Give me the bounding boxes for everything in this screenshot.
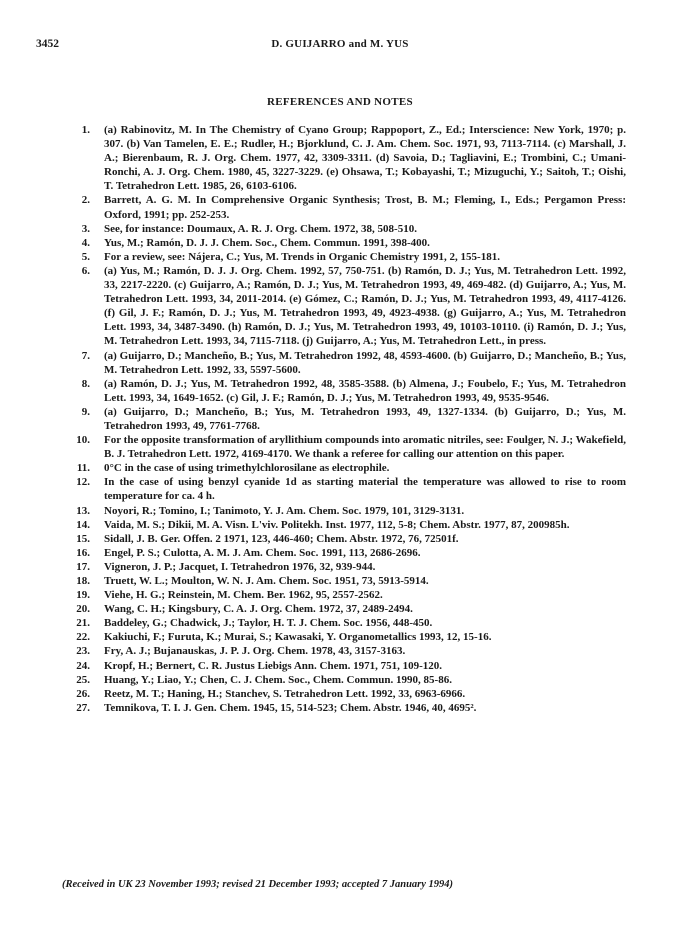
reference-number: 17. bbox=[76, 560, 90, 573]
page-number: 3452 bbox=[36, 38, 59, 50]
reference-item bbox=[62, 264, 626, 349]
reference-number: 5. bbox=[81, 250, 90, 263]
reference-number: 2. bbox=[81, 194, 90, 207]
reference-number: 25. bbox=[76, 673, 90, 686]
reference-item bbox=[62, 236, 626, 250]
reference-number: 24. bbox=[76, 659, 90, 672]
reference-text: For a review, see: Nájera, C.; Yus, M. Trends in Organic Chemistry 1991, 2, 155-181. bbox=[104, 250, 500, 263]
reference-text: (a) Ramón, D. J.; Yus, M. Tetrahedron 1992, 48, 3585-3588. (b) Almena, J.; Foubelo, F.; Yus, M. Tetrahedron Lett. 1993, 34, 1649-1652. (c) Gil, J. F.; Ramón, D. J.; Yus, M. Tetrahedron 1993, 49, 9535-9546. bbox=[104, 377, 626, 404]
reference-item bbox=[62, 630, 626, 644]
reference-text: Barrett, A. G. M. In Comprehensive Organic Synthesis; Trost, B. M.; Fleming, I., Eds.; Pergamon Press: Oxford, 1991; pp. 252-253. bbox=[104, 194, 626, 221]
reference-number: 4. bbox=[81, 236, 90, 249]
reference-item bbox=[62, 701, 626, 715]
reference-number: 10. bbox=[76, 434, 90, 447]
reference-item bbox=[62, 250, 626, 264]
reference-item bbox=[62, 546, 626, 560]
reference-text: Sidall, J. B. Ger. Offen. 2 1971, 123, 446-460; Chem. Abstr. 1972, 76, 72501f. bbox=[104, 532, 459, 545]
reference-number: 18. bbox=[76, 575, 90, 587]
reference-text: (a) Rabinovitz, M. In The Chemistry of Cyano Group; Rappoport, Z., Ed.; Interscience: New York, 1970; p. 307. (b) Van Tamelen, E. E.; Rudler, H.; Bjorklund, C. J. Am. Chem. Soc. 1971, 93, 7113-7114. (c) Marshall, J. A.; Bierenbaum, R. J. Org. Chem. 1977, 42, 3309-3311. (d) Savoia, D.; Tagliavini, E.; Trombini, C.; Umani-Ronchi, A. J. Org. Chem. 1980, 45, 3227-3229. (e) Ohsawa, T.; Kobayashi, T.; Mizuguchi, Y.; Saitoh, T.; Oishi, T. Tetrahedron Lett. 1985, 26, 6103-6106. bbox=[104, 124, 626, 193]
reference-number: 12. bbox=[76, 476, 90, 489]
reference-text: Kakiuchi, F.; Furuta, K.; Murai, S.; Kawasaki, Y. Organometallics 1993, 12, 15-16. bbox=[104, 631, 492, 644]
reference-text: Kropf, H.; Bernert, C. R. Justus Liebigs Ann. Chem. 1971, 751, 109-120. bbox=[104, 659, 443, 672]
reference-number: 13. bbox=[76, 504, 90, 517]
section-title: REFERENCES AND NOTES bbox=[267, 96, 413, 108]
reference-item bbox=[62, 673, 626, 687]
reference-item bbox=[62, 222, 626, 236]
reference-item bbox=[62, 532, 626, 546]
reference-text: (a) Guijarro, D.; Mancheño, B.; Yus, M. Tetrahedron 1993, 49, 1327-1334. (b) Guijarro, D.; Yus, M. Tetrahedron 1993, 49, 7761-7768. bbox=[104, 405, 626, 432]
received-note: (Received in UK 23 November 1993; revised 21 December 1993; accepted 7 January 1994) bbox=[62, 879, 454, 890]
reference-number: 1. bbox=[81, 124, 90, 136]
reference-number: 15. bbox=[76, 532, 90, 545]
reference-item bbox=[62, 644, 626, 658]
reference-item bbox=[62, 518, 626, 532]
reference-number: 11. bbox=[76, 462, 90, 475]
reference-text: Wang, C. H.; Kingsbury, C. A. J. Org. Chem. 1972, 37, 2489-2494. bbox=[104, 603, 413, 616]
reference-text: Baddeley, G.; Chadwick, J.; Taylor, H. T. J. Chem. Soc. 1956, 448-450. bbox=[104, 617, 433, 630]
reference-text: See, for instance: Doumaux, A. R. J. Org. Chem. 1972, 38, 508-510. bbox=[104, 222, 417, 235]
reference-number: 16. bbox=[76, 546, 90, 559]
reference-item bbox=[62, 433, 626, 461]
reference-text: Vigneron, J. P.; Jacquet, I. Tetrahedron 1976, 32, 939-944. bbox=[104, 560, 376, 573]
reference-item bbox=[62, 349, 626, 377]
reference-item bbox=[62, 475, 626, 503]
reference-item bbox=[62, 377, 626, 405]
reference-number: 22. bbox=[76, 631, 90, 644]
reference-item bbox=[62, 687, 626, 701]
reference-text: Fry, A. J.; Bujanauskas, J. P. J. Org. Chem. 1978, 43, 3157-3163. bbox=[104, 645, 406, 658]
reference-item bbox=[62, 461, 626, 475]
reference-number: 21. bbox=[76, 617, 90, 630]
reference-text: Vaida, M. S.; Dikii, M. A. Visn. L'viv. Politekh. Inst. 1977, 112, 5-8; Chem. Abstr. 1977, 87, 200985h. bbox=[104, 518, 570, 531]
reference-number: 8. bbox=[81, 377, 90, 390]
reference-number: 7. bbox=[81, 349, 90, 362]
reference-item bbox=[62, 123, 626, 193]
reference-text: Noyori, R.; Tomino, I.; Tanimoto, Y. J. Am. Chem. Soc. 1979, 101, 3129-3131. bbox=[104, 504, 465, 517]
reference-number: 9. bbox=[81, 405, 90, 418]
reference-item bbox=[62, 616, 626, 630]
reference-text: For the opposite transformation of aryllithium compounds into aromatic nitriles, see: Foulger, N. J.; Wakefield, B. J. Tetrahedron Lett. 1972, 4169-4170. We thank a referee for calling our attention on this paper. bbox=[104, 434, 626, 461]
reference-text: Reetz, M. T.; Haning, H.; Stanchev, S. Tetrahedron Lett. 1992, 33, 6963-6966. bbox=[104, 687, 466, 700]
reference-item bbox=[62, 588, 626, 602]
reference-text: Engel, P. S.; Culotta, A. M. J. Am. Chem. Soc. 1991, 113, 2686-2696. bbox=[104, 546, 421, 559]
reference-text: In the case of using benzyl cyanide 1d as starting material the temperature was allowed to rise to room temperature for ca. 4 h. bbox=[104, 476, 626, 503]
reference-number: 26. bbox=[76, 687, 90, 700]
reference-item bbox=[62, 405, 626, 433]
running-head: D. GUIJARRO and M. YUS bbox=[271, 38, 409, 50]
reference-item bbox=[62, 504, 626, 518]
reference-text: Temnikova, T. I. J. Gen. Chem. 1945, 15, 514-523; Chem. Abstr. 1946, 40, 4695². bbox=[104, 701, 477, 714]
reference-item bbox=[62, 574, 626, 588]
reference-text: (a) Yus, M.; Ramón, D. J. J. Org. Chem. 1992, 57, 750-751. (b) Ramón, D. J.; Yus, M. Tetrahedron Lett. 1992, 33, 2217-2220. (c) Guijarro, A.; Ramón, D. J.; Yus, M. Tetrahedron 1993, 49, 469-482. (d) Guijarro, A.; Yus, M. Tetrahedron Lett. 1993, 34, 2011-2014. (e) Gómez, C.; Ramón, D. J.; Yus, M. Tetrahedron 1993, 49, 4117-4126. (f) Gil, J. F.; Ramón, D. J.; Yus, M. Tetrahedron 1993, 49, 4923-4938. (g) Guijarro, A.; Yus, M. Tetrahedron Lett. 1993, 34, 3487-3490. (h) Ramón, D. J.; Yus, M. Tetrahedron 1993, 49, 10103-10110. (i) Ramón, D. J.; Yus, M. Tetrahedron Lett. 1993, 34, 7115-7118. (j) Guijarro, A.; Yus, M. Tetrahedron Lett., in press. bbox=[104, 264, 626, 348]
reference-text: 0°C in the case of using trimethylchlorosilane as electrophile. bbox=[104, 462, 390, 475]
reference-text: Viehe, H. G.; Reinstein, M. Chem. Ber. 1962, 95, 2557-2562. bbox=[104, 589, 383, 602]
reference-number: 20. bbox=[76, 603, 90, 616]
reference-text: Huang, Y.; Liao, Y.; Chen, C. J. Chem. Soc., Chem. Commun. 1990, 85-86. bbox=[104, 673, 452, 686]
reference-number: 27. bbox=[76, 701, 90, 714]
reference-number: 23. bbox=[76, 645, 90, 658]
reference-item bbox=[62, 193, 626, 221]
reference-text: Truett, W. L.; Moulton, W. N. J. Am. Chem. Soc. 1951, 73, 5913-5914. bbox=[104, 575, 429, 587]
reference-number: 6. bbox=[81, 264, 90, 277]
reference-number: 19. bbox=[76, 589, 90, 602]
reference-item bbox=[62, 602, 626, 616]
reference-number: 3. bbox=[81, 222, 90, 235]
reference-item bbox=[62, 560, 626, 574]
reference-list bbox=[62, 123, 626, 715]
reference-text: Yus, M.; Ramón, D. J. J. Chem. Soc., Chem. Commun. 1991, 398-400. bbox=[104, 236, 430, 249]
reference-number: 14. bbox=[76, 518, 90, 531]
reference-item bbox=[62, 659, 626, 673]
reference-text: (a) Guijarro, D.; Mancheño, B.; Yus, M. Tetrahedron 1992, 48, 4593-4600. (b) Guijarro, D.; Mancheño, B.; Yus, M. Tetrahedron Lett. 1992, 33, 5597-5600. bbox=[104, 349, 626, 376]
